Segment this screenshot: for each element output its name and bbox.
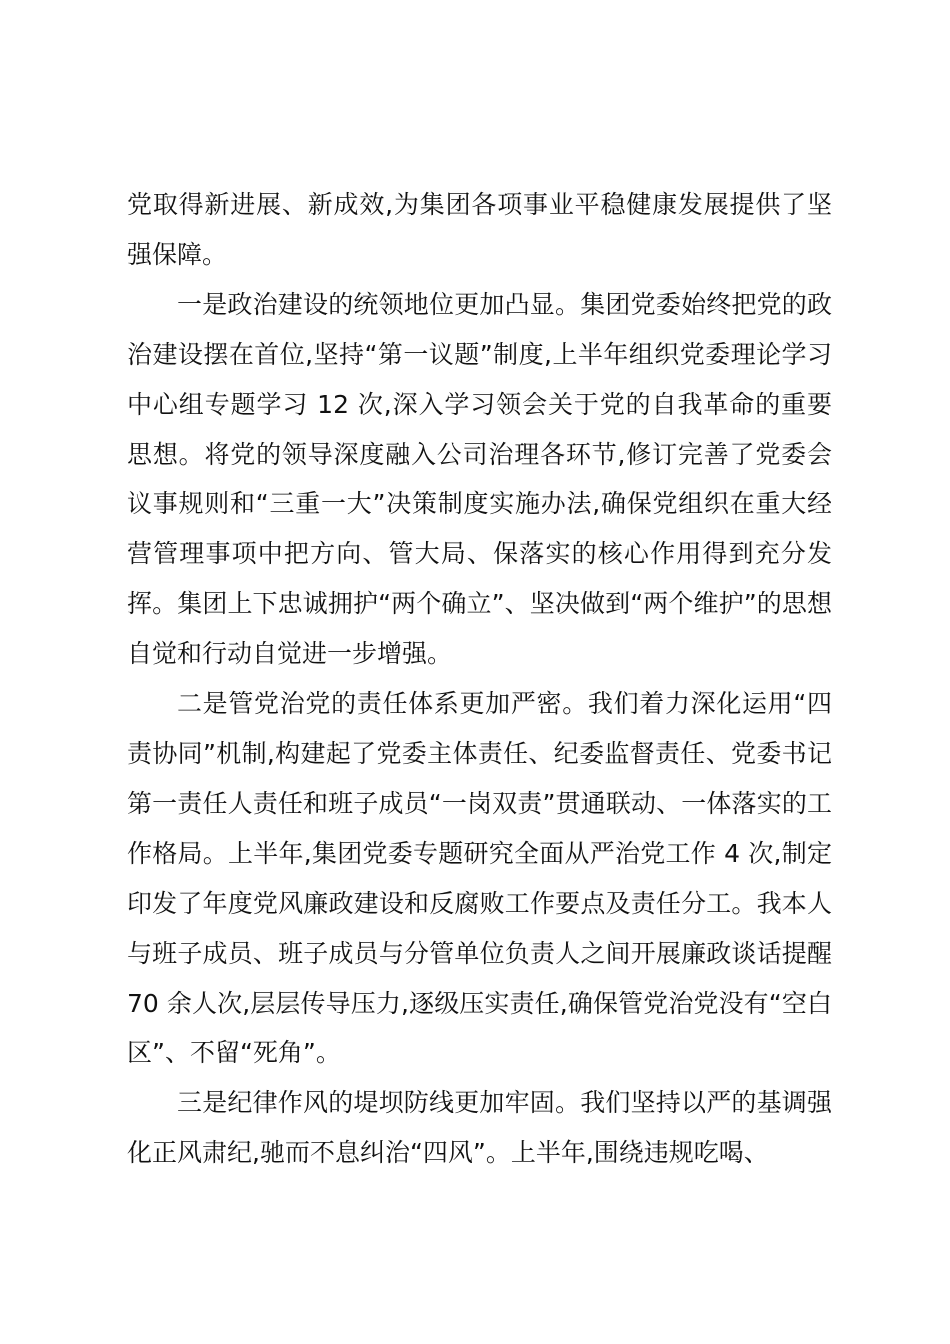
paragraph-discipline-style: 三是纪律作风的堤坝防线更加牢固。我们坚持以严的基调强化正风肃纪,驰而不息纠治“四风”。上半年,围绕违规吃喝、 [127,1088,832,1168]
paragraph-responsibility-system: 二是管党治党的责任体系更加严密。我们着力深化运用“四责协同”机制,构建起了党委主体责任、纪委监督责任、党委书记第一责任人责任和班子成员“一岗双责”贯通联动、一体落实的工作格局。上半年,集团党委专题研究全面从严治党工作 4 次,制定印发了年度党风廉政建设和反腐败工作要点及责任分工。我本人与班子成员、班子成员与分管单位负责人之间开展廉政谈话提醒 70 余人次,层层传导压力,逐级压实责任,确保管党治党没有“空白区”、不留“死角”。 [127,689,832,1068]
document-body [127,180,832,1178]
paragraph-continuation: 党取得新进展、新成效,为集团各项事业平稳健康发展提供了坚强保障。 [127,190,832,269]
paragraph-political-construction: 一是政治建设的统领地位更加凸显。集团党委始终把党的政治建设摆在首位,坚持“第一议题”制度,上半年组织党委理论学习中心组专题学习 12 次,深入学习领会关于党的自我革命的重要思想。将党的领导深度融入公司治理各环节,修订完善了党委会议事规则和“三重一大”决策制度实施办法,确保党组织在重大经营管理事项中把方向、管大局、保落实的核心作用得到充分发挥。集团上下忠诚拥护“两个确立”、坚决做到“两个维护”的思想自觉和行动自觉进一步增强。 [127,289,832,669]
